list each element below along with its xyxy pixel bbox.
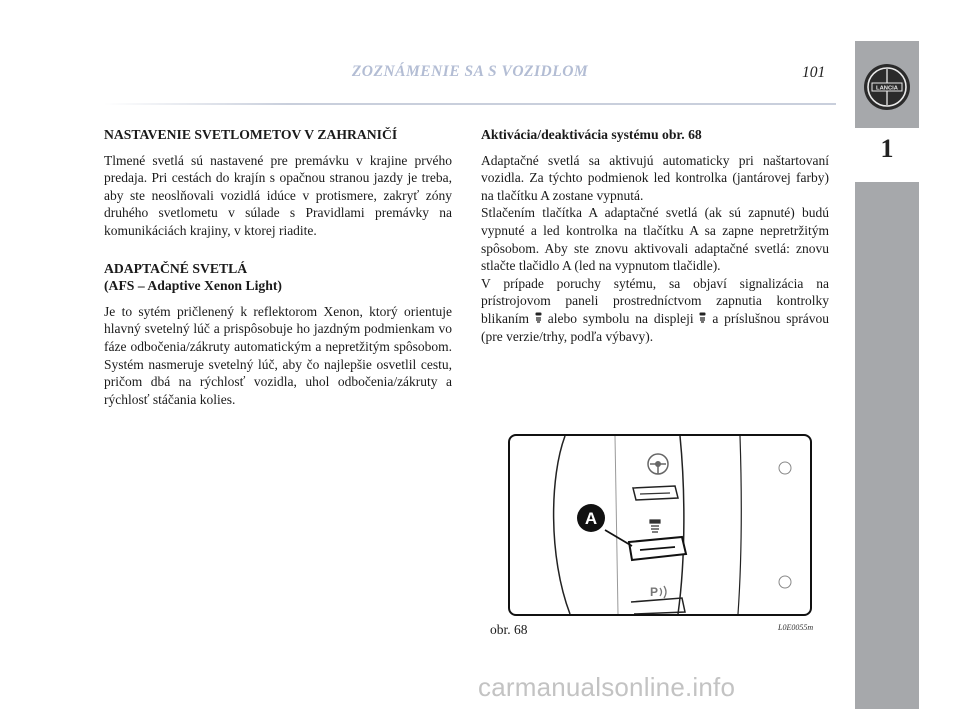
callout-a-label: A	[584, 509, 598, 528]
paragraph-afs-description: Je to sytém pričlenený k reflektorom Xenon, ktorý orientuje hlavný svetelný lúč a prispôsobuje ho jazdným podmienkam vo fáze odbočenia/zákruty automatickým a nepretžitým spôsobom. Systém nasmeruje svetelný lúč, aby čo najlepšie osvetlil cestu, pričom dbá na rýchlosť vozidla, uhol odbočenia/zákruty a rýchlosť stáčania kolies.	[104, 303, 452, 407]
paragraph-headlight-abroad: Tlmené svetlá sú nastavené pre premávku v krajine prvého predaja. Pri cestách do krajín s opačnou stranou jazdy je treba, aby ste neoslňovali vozidlá idúce v protismere, zakryť zóny druhého svetlometu v súlade s Pravidlami premávky na komunikáciách krajiny, v ktorej riadite.	[104, 152, 452, 238]
header-divider	[104, 103, 836, 105]
afs-warning-icon	[535, 312, 542, 324]
dashboard-illustration	[510, 436, 810, 614]
watermark: carmanualsonline.info	[478, 672, 736, 702]
header-title: ZOZNÁMENIE SA S VOZIDLOM	[351, 63, 589, 80]
paragraph-activation-3	[481, 275, 829, 345]
page-number: 101	[802, 64, 826, 81]
paragraph-activation-2: Stlačením tlačítka A adaptačné svetlá (ak sú zapnuté) budú vypnuté a led kontrolka na tlačítku A sa zapne nepretržitým spôsobom. Aby ste znovu aktivovali adaptačné svetlá: znovu stlačte tlačidlo A (led na vypnutom tlačidle).	[481, 205, 829, 274]
figure-caption: obr. 68	[490, 622, 528, 637]
figure-code: L0E0055m	[778, 623, 814, 632]
section-number: 1	[880, 134, 894, 163]
heading-activation: Aktivácia/deaktivácia systému obr. 68	[481, 127, 702, 142]
afs-display-icon	[699, 312, 706, 324]
svg-text:LANCIA: LANCIA	[876, 85, 898, 92]
lancia-logo-icon	[862, 62, 912, 112]
paragraph-activation-1: Adaptačné svetlá sa aktivujú automaticky pri naštartovaní vozidla. Za týchto podmienok led kontrolka (jantárovej farby) na tlačítku A zostane vypnutá.	[481, 152, 829, 203]
paragraph-fault-part-c: a príslušnou správou (pre verzie/trhy, podľa výbavy).	[481, 310, 830, 344]
heading-headlight-abroad: NASTAVENIE SVETLOMETOV V ZAHRANIČÍ	[104, 127, 398, 142]
svg-text:P: P	[650, 585, 659, 599]
heading-adaptive-lights-sub: (AFS – Adaptive Xenon Light)	[104, 278, 282, 294]
paragraph-fault-part-b: alebo symbolu na displeji	[547, 310, 694, 326]
right-column	[481, 126, 829, 345]
left-column	[104, 126, 452, 408]
paragraph-fault-part-a: V prípade poruchy sytému, sa objaví signalizácia na prístrojovom paneli prostredníctvom zapnutia kontrolky blikaním	[481, 275, 829, 326]
heading-adaptive-lights: ADAPTAČNÉ SVETLÁ	[104, 260, 248, 276]
figure-afs-button	[508, 434, 812, 616]
